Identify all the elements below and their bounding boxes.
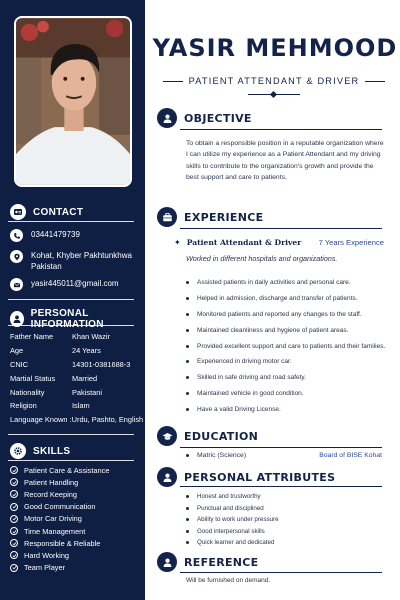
candidate-name: YASIR MEHMOOD [152,34,398,62]
graduation-cap-icon [157,426,177,446]
info-row-nationality [10,385,142,399]
duty-item [186,307,396,323]
check-circle-icon [10,564,18,572]
education-heading [157,426,258,446]
id-card-icon [10,204,26,220]
contact-email [10,278,119,291]
info-row-marital-status [10,371,142,385]
reference-text: Will be furnished on demand. [186,577,271,584]
duty-text: Assisted patients in daily activities and personal care. [197,279,351,287]
phone-icon [10,229,23,242]
bullet-dot-icon [186,518,189,521]
check-circle-icon [10,527,18,535]
objective-text: To obtain a responsible position in a reputable organization where I can utilize my experience as a Patient Attendant and my driving skills to contribute to the organization's growth and provide the best support and care to patients. [186,140,384,182]
info-key: Father Name [10,332,54,342]
personal-info-title: PERSONAL [30,308,89,319]
user-icon [157,552,177,572]
profile-photo [14,16,132,187]
skill-label: Patient Care & Assistance [24,465,110,475]
attributes-divider [180,486,382,487]
bullet-dot-icon [186,507,189,510]
reference-title: REFERENCE [184,555,259,569]
skill-label: Record Keeping [24,489,78,499]
skill-item [10,513,109,525]
attribute-text: Honest and trustworthy [197,493,261,501]
user-icon [157,108,177,128]
portrait-image [16,18,130,185]
reference-divider [180,572,382,573]
duty-text: Maintained cleanliness and hygiene of patient areas. [197,326,349,334]
bullet-dot-icon [186,297,189,300]
info-value: Urdu, Pashto, English [71,415,144,425]
check-circle-icon [10,490,18,498]
duty-item [186,370,396,386]
skill-label: Good Communication [24,502,96,512]
skill-label: Time Management [24,526,86,536]
duty-text: Have a valid Driving License. [197,405,281,413]
education-board: Board of BISE Kohat [319,452,382,459]
skill-label: Patient Handling [24,477,79,487]
attributes-title: PERSONAL ATTRIBUTES [184,470,336,484]
duty-text: Experienced in driving motor car. [197,358,292,366]
objective-heading [157,108,252,128]
info-value: Married [72,373,98,383]
duty-text: Monitored patients and reported any changes to the staff. [197,310,362,318]
objective-title: OBJECTIVE [184,111,252,125]
skills-list [10,464,109,574]
duty-item [186,322,396,338]
skill-item [10,476,109,488]
check-circle-icon [10,466,18,474]
bullet-dot-icon [186,281,189,284]
skills-divider [8,460,134,461]
contact-title: CONTACT [33,206,84,218]
check-circle-icon [10,478,18,486]
skill-item [10,562,109,574]
info-row-age [10,344,142,358]
job-subtitle: Worked in different hospitals and organizations. [186,254,338,263]
contact-address [10,250,140,272]
bullet-dot-icon [186,530,189,533]
info-key: Martial Status [10,373,56,383]
reference-heading [157,552,259,572]
star-bullet-icon: ✦ [174,238,181,247]
skill-label: Hard Working [24,550,70,560]
email-divider [8,299,134,300]
info-value: Khan Wazir [72,332,110,342]
education-divider [180,447,382,448]
info-key: Religion [10,401,37,411]
info-value: Pakistani [72,387,102,397]
contact-divider [8,221,134,222]
user-icon [157,467,177,487]
info-row-cnic [10,358,142,372]
skills-heading [10,443,70,459]
briefcase-icon [157,207,177,227]
education-row [186,452,382,459]
bullet-dot-icon [186,392,189,395]
info-value: Islam [72,401,90,411]
skills-top-divider [8,434,134,435]
attribute-item [186,503,279,515]
duty-text: Skilled in safe driving and road safety. [197,374,306,382]
bullet-dot-icon [186,313,189,316]
diamond-ornament-icon [270,91,277,98]
skill-item [10,488,109,500]
bullet-dot-icon [186,360,189,363]
skill-item [10,525,109,537]
role-line [163,76,385,86]
contact-heading [10,204,83,220]
job-title-row [174,238,384,247]
duty-text: Maintained vehicle in good condition. [197,389,304,397]
contact-phone [10,229,80,242]
attribute-text: Ability to work under pressure [197,516,279,524]
info-row-father-name [10,330,142,344]
personal-info-divider [8,325,134,326]
job-duration: 7 Years Experience [318,238,384,247]
candidate-role: PATIENT ATTENDANT & DRIVER [188,76,360,86]
skill-item [10,537,109,549]
skill-item [10,464,109,476]
education-degree: Matric (Science) [197,452,247,459]
duty-item [186,338,396,354]
attribute-text: Punctual and disciplined [197,504,264,512]
experience-title: EXPERIENCE [184,210,264,224]
duty-text: Helped in admission, discharge and transfer of patients. [197,295,358,303]
info-row-religion [10,399,142,413]
bullet-dot-icon [186,329,189,332]
bullet-dot-icon [186,345,189,348]
info-value: 14301-0381688-3 [72,359,131,369]
personal-info-table [10,330,142,427]
bullet-dot-icon [186,495,189,498]
gear-icon [10,443,26,459]
bullet-dot-icon [186,541,189,544]
duty-item [186,386,396,402]
skill-label: Motor Car Driving [24,514,82,524]
duty-item [186,275,396,291]
attribute-text: Good interpersonal skills [197,527,265,535]
duty-item [186,291,396,307]
attribute-item [186,491,279,503]
info-row-language [10,413,142,427]
role-rule-left [163,81,183,82]
skill-item [10,549,109,561]
duty-item [186,401,396,417]
objective-divider [180,129,382,130]
skill-label: Team Player [24,563,66,573]
address-text: Kohat, Khyber Pakhtunkhwa Pakistan [31,251,132,271]
check-circle-icon [10,503,18,511]
bullet-dot-icon [186,408,189,411]
skill-item [10,501,109,513]
attributes-list [186,491,279,549]
email-text[interactable]: yasir445011@gmail.com [31,279,119,288]
info-key: Nationality [10,387,45,397]
attribute-item [186,537,279,549]
attribute-text: Quick learner and dedicated [197,539,275,547]
bullet-dot-icon [186,376,189,379]
info-value: 24 Years [72,346,101,356]
role-rule-right [365,81,385,82]
attribute-item [186,514,279,526]
personal-info-heading [10,308,145,330]
info-key: CNIC [10,359,29,369]
info-key: Age [10,346,24,356]
attributes-heading [157,467,335,487]
duty-list [186,275,396,417]
experience-divider [180,228,382,229]
skill-label: Responsible & Reliable [24,538,101,548]
info-key: Language Known : [10,415,72,425]
duty-text: Provided excellent support and care to patients and their families. [197,342,386,350]
location-pin-icon [10,250,23,263]
job-title: Patient Attendant & Driver [186,238,302,247]
sidebar [0,0,145,600]
check-circle-icon [10,539,18,547]
duty-item [186,354,396,370]
education-title: EDUCATION [184,429,259,443]
check-circle-icon [10,515,18,523]
phone-text[interactable]: 03441479739 [31,230,80,239]
skills-title: SKILLS [33,445,71,457]
experience-heading [157,207,263,227]
email-icon [10,278,23,291]
attribute-item [186,526,279,538]
check-circle-icon [10,551,18,559]
bullet-dot-icon [186,454,189,457]
